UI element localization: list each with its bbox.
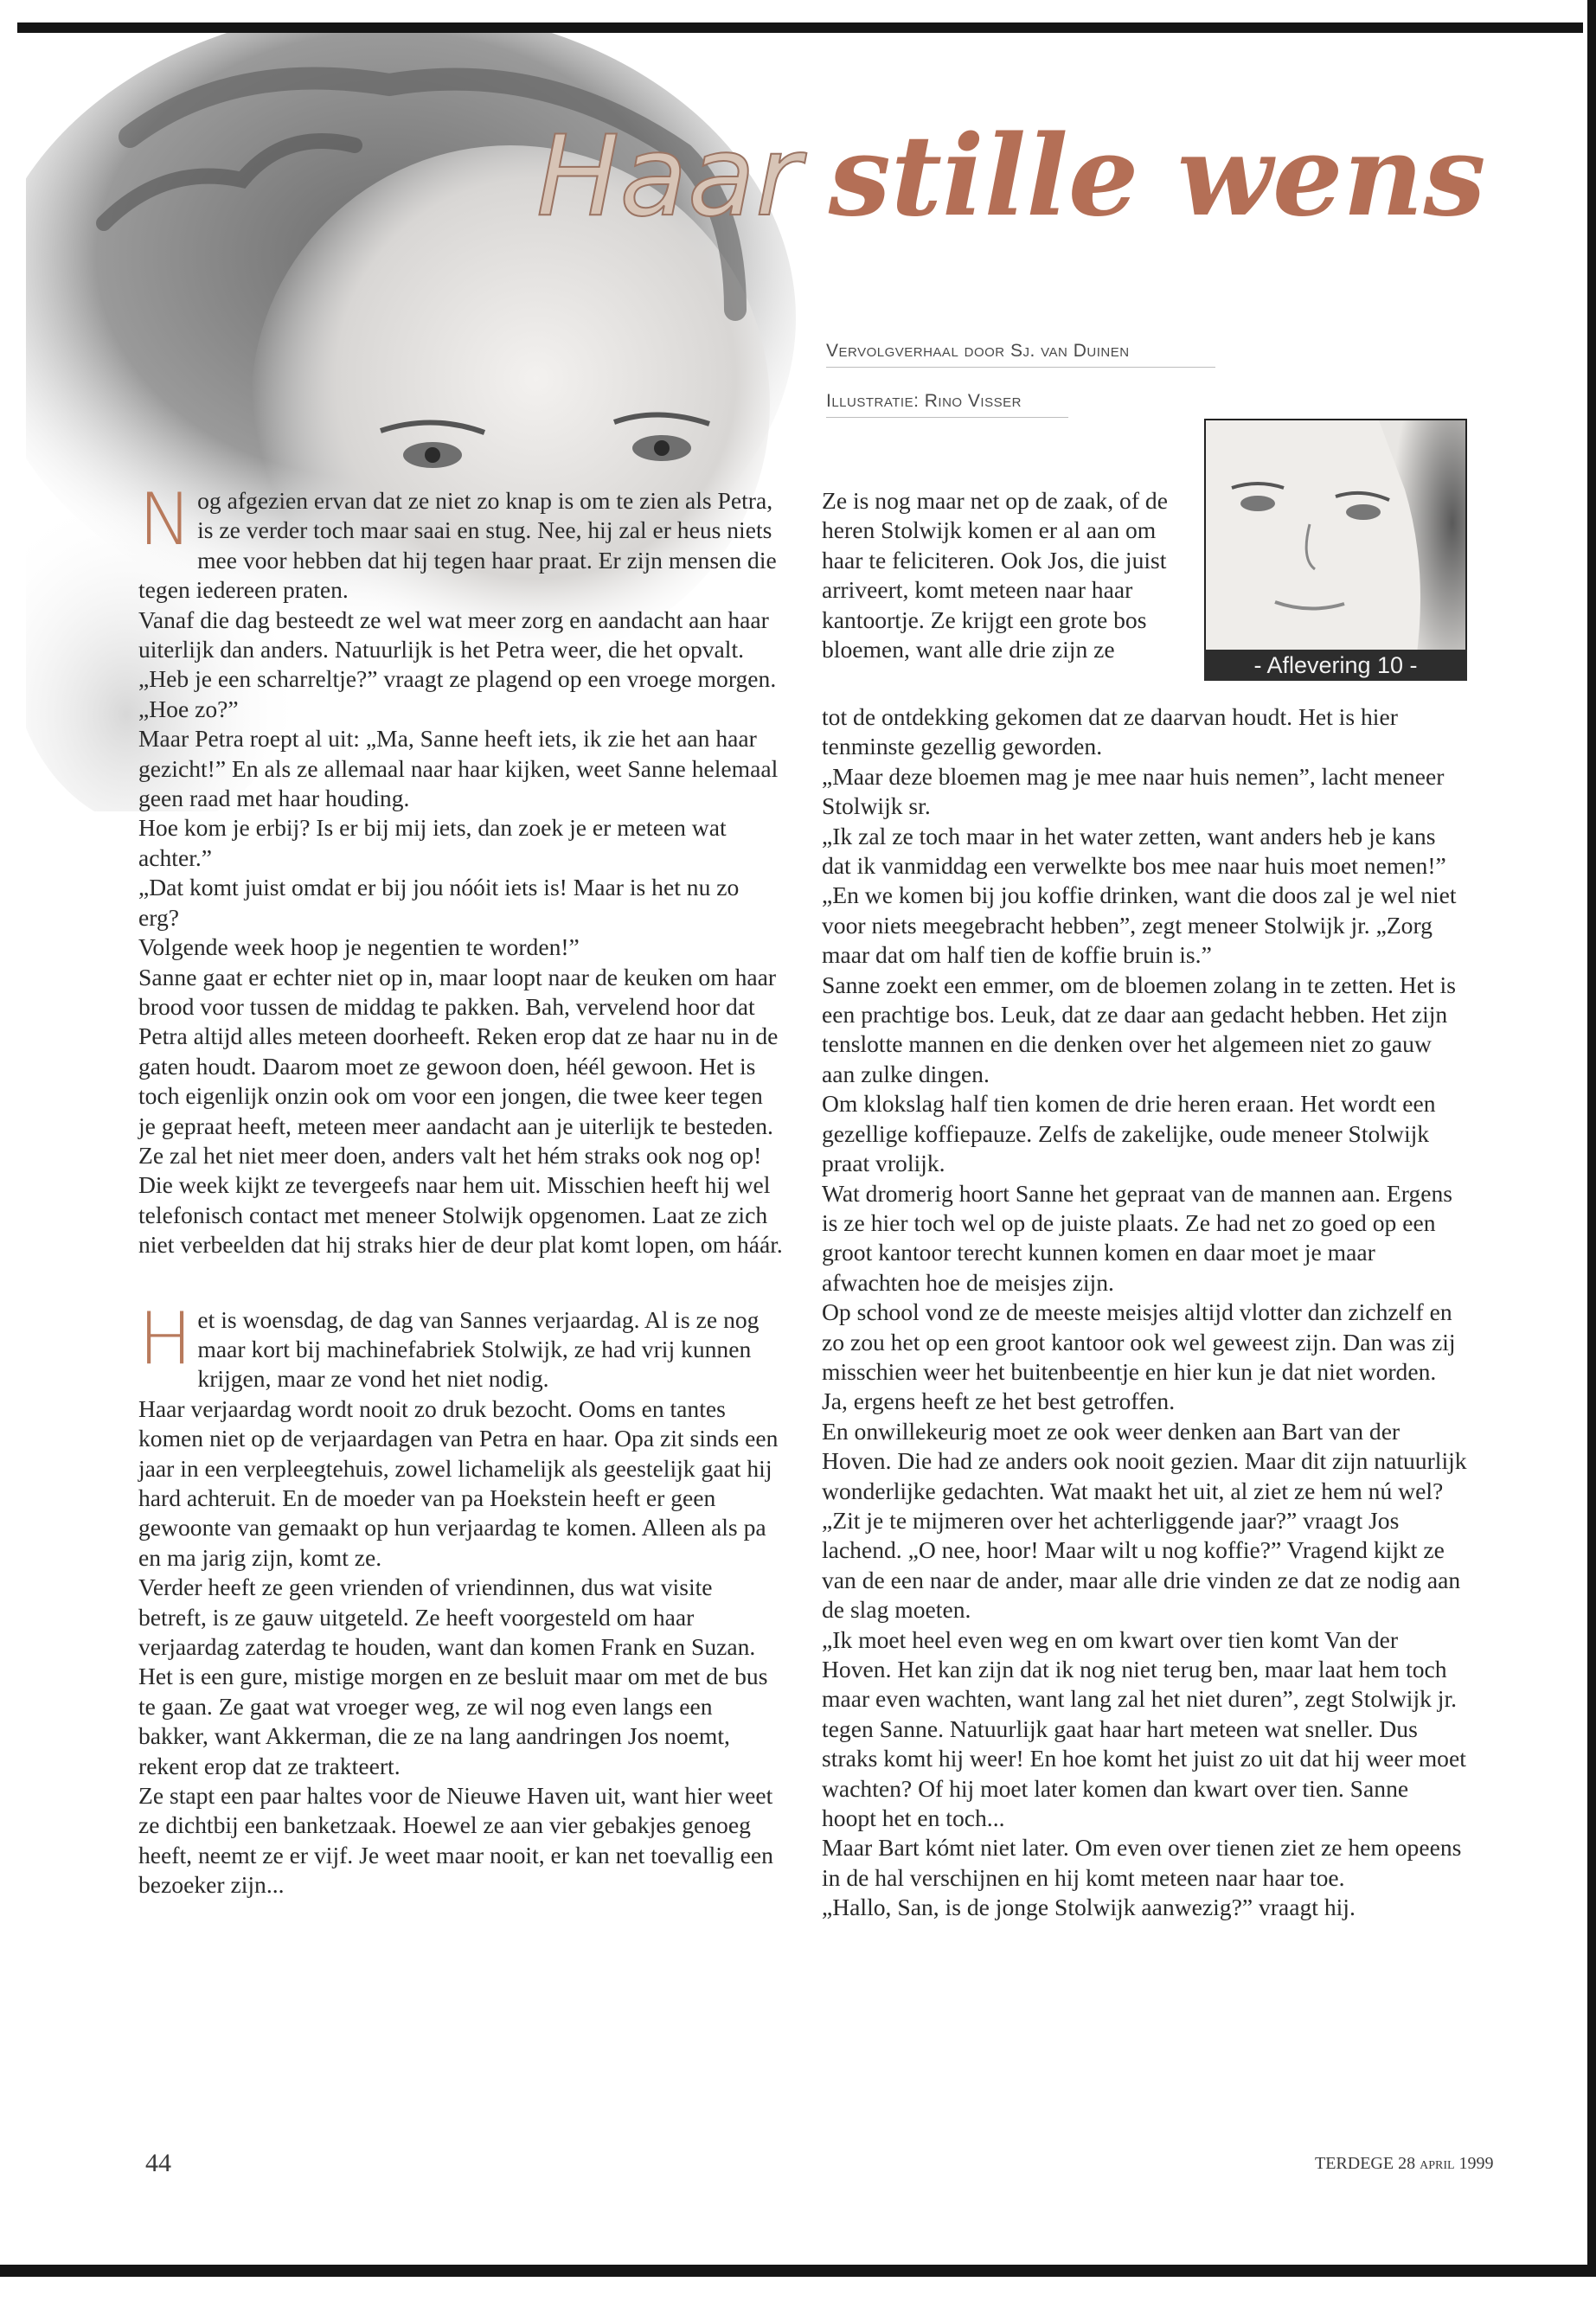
title-word-bold: stille wens: [828, 112, 1486, 241]
article-title: [536, 112, 1486, 241]
paragraph: Vanaf die dag besteedt ze wel wat meer zorg en aandacht aan haar uiterlijk dan anders. Natuurlijk is het Petra weer, die het opvalt.: [138, 606, 769, 663]
paragraph: „Ik moet heel even weg en om kwart over tien komt Van der Hoven. Het kan zijn dat ik nog niet terug ben, maar laat hem toch maar even wachten, want lang zal het niet duren”, zegt Stolwijk jr. tegen Sanne. Natuurlijk gaat haar hart meteen wat sneller. Dus straks komt hij weer! En hoe komt het juist zo uit dat hij weer moet wachten? Of hij moet later komen dan kwart over tien. Sanne hoopt het en toch...: [822, 1625, 1466, 1832]
paragraph: Wat dromerig hoort Sanne het gepraat van de mannen aan. Ergens is ze hier toch wel op de juiste plaats. Ze had net zo goed op een groot kantoor terecht kunnen komen en daar moet je maar afwachten hoe de meisjes zijn.: [822, 1179, 1453, 1296]
right-column-narrow: [822, 486, 1192, 664]
top-border-rule: [17, 22, 1583, 33]
episode-thumbnail: [1204, 419, 1467, 678]
bottom-border-rule: [0, 2265, 1596, 2277]
paragraph: „Zit je te mijmeren over het achterliggende jaar?” vraagt Jos lachend. „O nee, hoor! Maar wilt u nog koffie?” Vragend kijkt ze van de een naar de ander, maar alle drie vinden ze dat ze nodig aan de slag moeten.: [822, 1506, 1461, 1624]
illustration-credit: Illustratie: Rino Visser: [826, 391, 1068, 418]
paragraph: tot de ontdekking gekomen dat ze daarvan houdt. Het is hier tenminste gezellig geworden.: [822, 703, 1398, 760]
paragraph: Volgende week hoop je negentien te worden!”: [138, 933, 580, 961]
right-border-rule: [1587, 0, 1596, 2266]
paragraph: Ze stapt een paar haltes voor de Nieuwe Haven uit, want hier weet ze dichtbij een banketzaak. Hoewel ze aan vier gebakjes genoeg heeft, neemt ze er vijf. Je weet maar nooit, er kan net toevallig een bezoeker zijn...: [138, 1782, 773, 1899]
paragraph: „Heb je een scharreltje?” vraagt ze plagend op een vroege morgen.: [138, 665, 777, 693]
paragraph: En onwillekeurig moet ze ook weer denken aan Bart van der Hoven. Die had ze anders ook nooit gezien. Maar dit zijn natuurlijk wonderlijke gedachten. Wat maakt het uit, al ziet ze hem nú wel?: [822, 1417, 1467, 1504]
dropcap: H: [138, 1296, 193, 1381]
title-word-light: Haar: [536, 112, 801, 241]
paragraph: Hoe kom je erbij? Is er bij mij iets, dan zoek je er meteen wat achter.”: [138, 814, 727, 871]
paragraph: Maar Bart kómt niet later. Om even over tienen ziet ze hem opeens in de hal verschijnen en hij komt meteen naar haar toe.: [822, 1834, 1462, 1891]
paragraph: [138, 478, 785, 606]
paragraph: „En we komen bij jou koffie drinken, want die doos zal je wel niet voor niets meegebracht hebben”, zegt meneer Stolwijk jr. „Zorg maar dat om half tien de koffie bruin is.”: [822, 881, 1457, 969]
paragraph: Maar Petra roept al uit: „Ma, Sanne heeft iets, ik zie het aan haar gezicht!” En als ze allemaal naar haar kijken, weet Sanne helemaal geen raad met haar houding.: [138, 725, 779, 812]
section-gap: [138, 1260, 785, 1305]
paragraph: Die week kijkt ze tevergeefs naar hem uit. Misschien heeft hij wel telefonisch contact met meneer Stolwijk opgenomen. Laat ze zich niet verbeelden dat hij straks hier de deur plat komt lopen, om háár.: [138, 1171, 783, 1259]
paragraph: Sanne gaat er echter niet op in, maar loopt naar de keuken om haar brood voor tussen de middag te pakken. Bah, vervelend hoor dat Petra altijd alles meteen doorheeft. Reken erop dat ze haar nu in de gaten houdt. Daarom moet ze gewoon doen, héél gewoon. Het is toch eigenlijk onzin ook om voor een jongen, die twee keer tegen je gepraat heeft, meteen meer aandacht aan je uiterlijk te besteden. Ze zal het niet meer doen, anders valt het hém straks ook nog op!: [138, 963, 779, 1169]
paragraph: „Hoe zo?”: [138, 695, 239, 722]
left-column: [138, 478, 785, 1900]
paragraph-text: et is woensdag, de dag van Sannes verjaardag. Al is ze nog maar kort bij machinefabriek Stolwijk, ze had vrij kunnen krijgen, maar ze vond het niet nodig.: [197, 1305, 760, 1393]
episode-label: - Aflevering 10 -: [1204, 650, 1467, 681]
paragraph: [138, 1296, 785, 1394]
paragraph: Op school vond ze de meeste meisjes altijd vlotter dan zichzelf en zo zou het op een groot kantoor ook wel geweest zijn. Dan was zij misschien weer het buitenbeentje en hier kun je dat niet worden. Ja, ergens heeft ze het best getroffen.: [822, 1298, 1456, 1415]
paragraph: Verder heeft ze geen vrienden of vriendinnen, dus wat visite betreft, is ze gauw uitgeteld. Ze heeft voorgesteld om haar verjaardag zaterdag te houden, want dan komen Frank en Suzan.: [138, 1574, 756, 1661]
paragraph: „Dat komt juist omdat er bij jou nóóit iets is! Maar is het nu zo erg?: [138, 874, 740, 931]
paragraph: Het is een gure, mistige morgen en ze besluit maar om met de bus te gaan. Ze gaat wat vroeger weg, ze wil nog even langs een bakker, want Akkerman, die ze na lang aandringen Jos noemt, rekent erop dat ze trakteert.: [138, 1663, 768, 1779]
dropcap: N: [138, 478, 193, 561]
paragraph: „Ik zal ze toch maar in het water zetten, want anders heb je kans dat ik vanmiddag een verwelkte bos mee naar huis moet nemen!”: [822, 822, 1446, 880]
paragraph: „Maar deze bloemen mag je mee naar huis nemen”, lacht meneer Stolwijk sr.: [822, 762, 1445, 820]
paragraph: Haar verjaardag wordt nooit zo druk bezocht. Ooms en tantes komen niet op de verjaardagen van Petra en haar. Opa zit sinds een jaar in een verpleegtehuis, zowel lichamelijk als geestelijk gaat hij hard achteruit. En de moeder van pa Hoekstein heeft er geen gewoonte van gemaakt op hun verjaardag te komen. Alleen als pa en ma jarig zijn, komt ze.: [138, 1394, 779, 1571]
paragraph: Ze is nog maar net op de zaak, of de heren Stolwijk komen er al aan om haar te feliciteren. Ook Jos, die juist arriveert, komt meteen naar haar kantoortje. Ze krijgt een grote bos bloemen, want alle drie zijn ze: [822, 487, 1168, 663]
paragraph-text: og afgezien ervan dat ze niet zo knap is om te zien als Petra, is ze verder toch maar saai en stug. Nee, hij zal er heus niets mee voor hebben dat hij tegen haar praat. Er zijn mensen die tegen iedereen praten.: [138, 487, 777, 604]
byline: Vervolgverhaal door Sj. van Duinen: [826, 341, 1215, 368]
paragraph: „Hallo, San, is de jonge Stolwijk aanwezig?” vraagt hij.: [822, 1894, 1356, 1921]
page-number: 44: [145, 2149, 171, 2177]
paragraph: Sanne zoekt een emmer, om de bloemen zolang in te zetten. Het is een prachtige bos. Leuk, dat ze daar aan gedacht hebben. Het zijn tenslotte mannen en die denken over het algemeen niet zo gauw aan zulke dingen.: [822, 971, 1456, 1087]
right-column: [822, 702, 1467, 1923]
magazine-footer: TERDEGE 28 april 1999: [1315, 2154, 1494, 2173]
paragraph: Om klokslag half tien komen de drie heren eraan. Het wordt een gezellige koffiepauze. Zelfs de zakelijke, oude meneer Stolwijk praat vrolijk.: [822, 1090, 1436, 1177]
